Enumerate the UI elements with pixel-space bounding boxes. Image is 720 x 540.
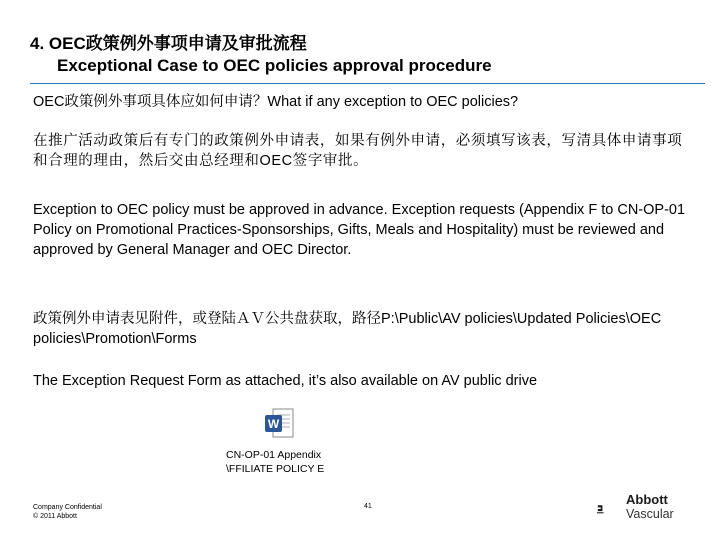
abbott-logo-icon bbox=[597, 496, 623, 522]
title-line-chinese: 4. OEC政策例外事项申请及审批流程 bbox=[30, 34, 307, 53]
word-document-icon[interactable] bbox=[263, 407, 297, 441]
question-text: OEC政策例外事项具体应如何申请？What if any exception to OEC policies? bbox=[33, 94, 519, 110]
english-intro-paragraph: Exception to OEC policy must be approved in advance. Exception requests (Appendix F to CN-OP-01 Policy on Promotional Practices-Sponsorships, Gifts, Meals and Hospitality) must be reviewed and approved by General Manager and OEC Director. bbox=[33, 202, 686, 258]
svg-text:W: W bbox=[267, 417, 280, 431]
slide-title bbox=[30, 33, 710, 77]
attachment-label-line2: \FFILIATE POLICY E bbox=[226, 463, 325, 475]
title-line-english: Exceptional Case to OEC policies approval procedure bbox=[57, 56, 492, 75]
footer-left bbox=[33, 503, 102, 521]
chinese-intro-paragraph: 在推广活动政策后有专门的政策例外申请表，如果有例外申请，必须填写该表，写清具体申请事项和合理的理由，然后交由总经理和OEC签字审批。 bbox=[33, 133, 683, 169]
footer-copyright: © 2011 Abbott bbox=[33, 513, 77, 520]
english-form-location-paragraph: The Exception Request Form as attached, it’s also available on AV public drive bbox=[33, 373, 538, 389]
title-divider bbox=[30, 83, 705, 84]
logo-name: Abbott bbox=[626, 492, 668, 507]
chinese-form-location-paragraph: 政策例外申请表见附件，或登陆ＡＶ公共盘获取，路径P:\Public\AV policies\Updated Policies\OEC policies\Promotion\Forms bbox=[33, 311, 662, 347]
attachment-label[interactable] bbox=[226, 448, 346, 476]
page-number: 41 bbox=[364, 503, 372, 510]
footer-confidential: Company Confidential bbox=[33, 504, 102, 511]
abbott-logo-text bbox=[626, 492, 674, 522]
logo-division: Vascular bbox=[626, 507, 674, 521]
attachment-label-line1: CN-OP-01 Appendix bbox=[226, 449, 322, 461]
